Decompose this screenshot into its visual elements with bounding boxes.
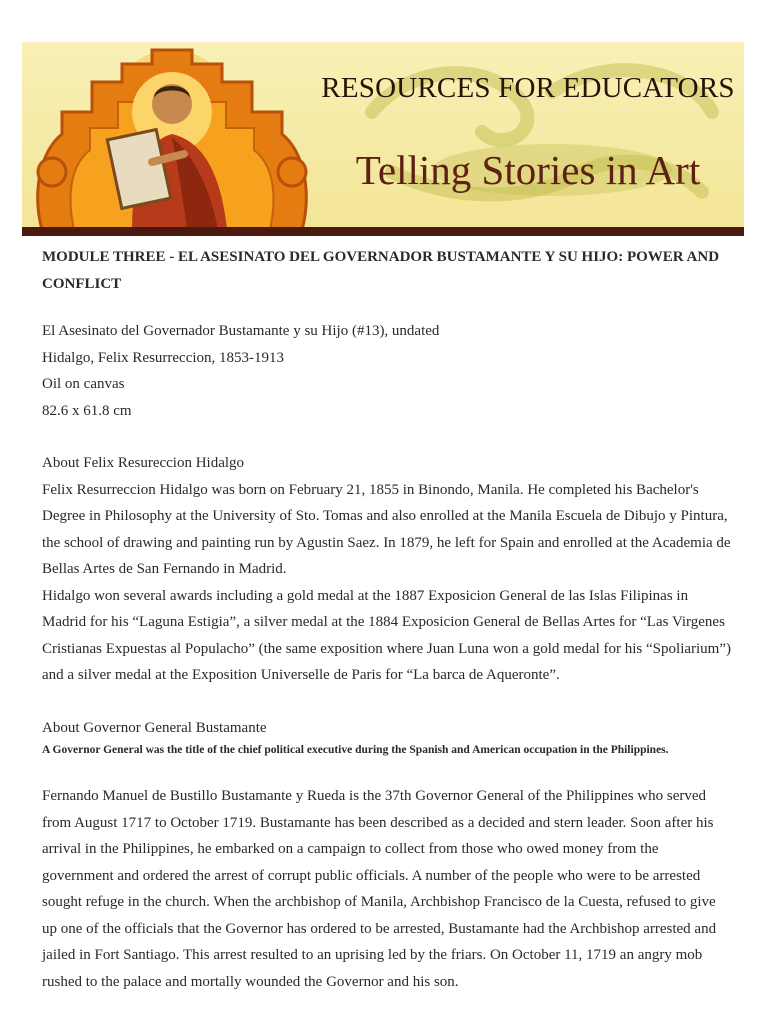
banner-bottom-bar xyxy=(22,227,744,236)
header-banner xyxy=(22,42,744,236)
about-governor-section xyxy=(42,715,732,996)
about-artist-paragraph-2: Hidalgo won several awards including a gold medal at the 1887 Exposicion General de las Islas Filipinas in Madrid for his “Laguna Estigia”, a silver medal at the 1884 Exposicion General de Bellas Artes for “Las Virgenes Cristianas Expuestas al Populacho” (the same exposition where Juan Luna won a gold medal for his “Spoliarium”) and a silver medal at the Exposition Universelle de Paris for “La barca de Aqueronte”. xyxy=(42,587,731,683)
banner-title: RESOURCES FOR EDUCATORS xyxy=(321,72,735,104)
article-content xyxy=(42,244,732,995)
about-governor-title: About Governor General Bustamante xyxy=(42,719,267,736)
saint-painter-illustration xyxy=(22,42,312,230)
artwork-artist: Hidalgo, Felix Resurreccion, 1853-1913 xyxy=(42,349,285,366)
module-heading: MODULE THREE - EL ASESINATO DEL GOVERNADOR BUSTAMANTE Y SU HIJO: POWER AND CONFLICT xyxy=(42,249,720,292)
governor-general-definition: A Governor General was the title of the chief political executive during the Spanish and American occupation in the Philippines. xyxy=(42,744,669,756)
about-governor-paragraph: Fernando Manuel de Bustillo Bustamante y Rueda is the 37th Governor General of the Philippines who served from August 1717 to October 1719. Bustamante has been described as a decided and stern leader. Soon after his arrival in the Philippines, he embarked on a campaign to collect from those who owed money from the government and ordered the arrest of corrupt public officials. A number of the people who were to be arrested sought refuge in the church. When the archbishop of Manila, Archbishop Francisco de la Cuesta, refused to give up one of the officials that the Governor has ordered to be arrested, Bustamante had the Archbishop arrested and jailed in Fort Santiago. This arrest resulted to an uprising led by the friars. On October 11, 1719 an angry mob rushed to the palace and mortally wounded the Governor and his son. xyxy=(42,788,717,990)
artwork-dimensions: 82.6 x 61.8 cm xyxy=(42,402,132,419)
about-artist-title: About Felix Resureccion Hidalgo xyxy=(42,455,245,471)
artwork-details xyxy=(42,318,732,424)
banner-subtitle: Telling Stories in Art xyxy=(355,147,701,193)
artwork-title: El Asesinato del Governador Bustamante y su Hijo (#13), undated xyxy=(42,323,440,339)
about-artist-section xyxy=(42,450,732,689)
about-artist-paragraph-1: Felix Resurreccion Hidalgo was born on February 21, 1855 in Binondo, Manila. He completed his Bachelor's Degree in Philosophy at the University of Sto. Tomas and also enrolled at the Manila Escuela de Dibujo y Pintura, the school of drawing and painting run by Agustin Saez. In 1879, he left for Spain and enrolled at the Academia de Bellas Artes de San Fernando in Madrid. xyxy=(42,481,731,577)
artwork-medium: Oil on canvas xyxy=(42,376,125,392)
